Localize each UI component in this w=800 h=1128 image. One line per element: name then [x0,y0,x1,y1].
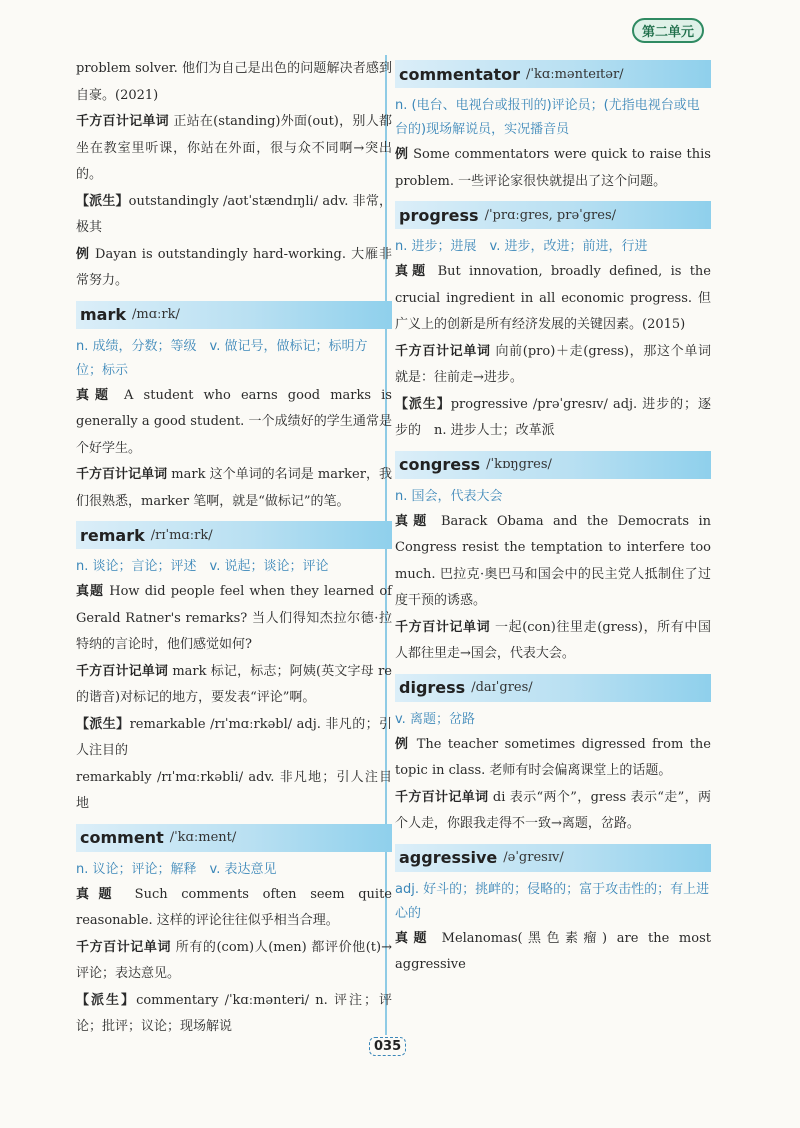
real-exam [395,509,711,615]
entry-header-aggressive [395,844,711,872]
memory-label: 千方百计记单词 [76,114,169,129]
headword: progress [399,205,479,225]
phonetic: /ˈkɑːment/ [169,830,237,845]
entry-header-comment [76,824,392,852]
example [395,732,711,785]
derivative-text: remarkable /rɪˈmɑːrkəbl/ adj. 非凡的；引人注目的 [76,716,392,758]
example-label: 例 [395,147,409,162]
real-exam-label: 真题 [76,387,114,403]
example-text: Dayan is outstandingly hard-working. 大雁非常努力。 [76,246,392,288]
real-exam [76,579,392,659]
real-exam-label: 真题 [395,264,430,279]
real-exam-label: 真题 [395,513,432,529]
real-exam-text: Such comments often seem quite reasonable. 这样的评论往往似乎相当合理。 [76,886,392,928]
example [76,242,392,295]
page-number: 035 [369,1037,406,1056]
phonetic: /rɪˈmɑːrk/ [150,527,213,543]
memory-label: 千方百计记单词 [395,619,491,635]
part-of-speech: v. 离题；岔路 [395,711,475,727]
memory-text: mark 标记，标志；阿姨(英文字母 re 的谐音)对标记的地方，要发表“评论”啊。 [76,663,392,705]
real-exam-label: 真题 [76,886,122,902]
phonetic: /daɪˈgres/ [471,680,533,695]
real-exam-text: A student who earns good marks is generally a good student. 一个成绩好的学生通常是个好学生。 [76,387,392,456]
real-exam [76,882,392,935]
example-text: The teacher sometimes digressed from the topic in class. 老师有时会偏离课堂上的话题。 [395,736,711,778]
real-exam-text: Barack Obama and the Democrats in Congress resist the temptation to interfere too much. 巴拉克·奥巴马和国会中的民主党人抵制住了过度干预的诱惑。 [395,513,711,608]
real-exam [76,383,392,463]
derivative-text: outstandingly /aʊtˈstændɪŋli/ adv. 非常，极其 [76,193,392,235]
right-column [395,56,711,979]
derivative [76,189,392,242]
derivative-label: 【派生】 [76,193,129,209]
derivative-text: commentary /ˈkɑːmənteri/ n. 评注；评论；批评；议论；现场解说 [76,992,392,1034]
memory-label: 千方百计记单词 [395,789,489,805]
entry-header-digress [395,674,711,702]
part-of-speech: n. 进步；进展 v. 进步，改进；前进，行进 [395,239,648,254]
memory-text: 所有的(com)人(men) 都评价他(t)→评论；表达意见。 [76,939,392,981]
headword: mark [80,305,126,324]
part-of-speech: n. 议论；评论；解释 v. 表达意见 [76,861,277,877]
part-of-speech: adj. 好斗的；挑衅的；侵略的；富于攻击性的；有上进心的 [395,881,710,921]
memory-label: 千方百计记单词 [76,939,172,955]
memory-tip [76,659,392,712]
real-exam-label: 真题 [76,584,105,599]
derivative [76,712,392,765]
entry-header-progress [395,201,711,229]
memory-tip [395,615,711,668]
real-exam [395,259,711,339]
entry-header-congress [395,451,711,479]
memory-text: 正站在(standing)外面(out)，别人都坐在教室里听课，你站在外面，很与众不同啊→突出的。 [76,114,392,182]
part-of-speech: n. 国会，代表大会 [395,488,503,504]
real-exam-text: Melanomas(黑色素瘤) are the most aggressive [395,930,711,972]
derivative-text: progressive /prəˈgresɪv/ adj. 进步的；逐步的 n. 进步人士；改革派 [395,396,711,438]
derivative-label: 【派生】 [395,396,451,412]
memory-text: 向前(pro)＋走(gress)，那这个单词就是：往前走→进步。 [395,343,711,385]
example-text: Some commentators were quick to raise this problem. 一些评论家很快就提出了这个问题。 [395,147,711,189]
entry-header-mark [76,301,392,329]
memory-text: di 表示“两个”，gress 表示“走”，两个人走，你跟我走得不一致→离题，岔路。 [395,789,711,831]
headword: digress [399,678,466,697]
real-exam-text: How did people feel when they learned of Gerald Ratner's remarks? 当人们得知杰拉尔德·拉特纳的言论时，他们感觉如何? [76,584,392,652]
unit-tab: 第二单元 [632,18,704,43]
entry-header-remark [76,521,392,549]
headword: congress [399,455,481,474]
derivative-label: 【派生】 [76,992,137,1008]
headword: commentator [399,64,521,84]
memory-tip [395,339,711,392]
memory-label: 千方百计记单词 [76,467,168,482]
example-label: 例 [76,246,90,262]
memory-label: 千方百计记单词 [76,663,169,679]
phonetic: /mɑːrk/ [132,307,180,322]
memory-tip [76,935,392,988]
derivative [76,988,392,1041]
real-exam-label: 真题 [395,930,432,946]
example-label: 例 [395,736,411,752]
real-exam-text: But innovation, broadly defined, is the crucial ingredient in all economic progress. 但广义上的创新是所有经济发展的关键因素。(2015) [395,264,711,332]
intro-text: problem solver. 他们为自己是出色的问题解决者感到自豪。(2021) [76,61,392,103]
entry-header-commentator [395,60,711,88]
real-exam [395,926,711,979]
memory-text: 一起(con)往里走(gress)，所有中国人都往里走→国会，代表大会。 [395,619,711,661]
part-of-speech: n. 成绩，分数；等级 v. 做记号，做标记；标明方位；标示 [76,338,368,378]
left-column [76,56,392,1041]
memory-tip [76,109,392,189]
example [395,142,711,195]
phonetic: /əˈgresɪv/ [503,850,564,865]
derivative-2: remarkably /rɪˈmɑːrkəbli/ adv. 非凡地；引人注目地 [76,769,392,811]
part-of-speech: n. (电台、电视台或报刊的)评论员；(尤指电视台或电台的)现场解说员，实况播音员 [395,98,700,137]
part-of-speech: n. 谈论；言论；评述 v. 说起；谈论；评论 [76,559,329,574]
phonetic: /ˈkɑːmənteɪtər/ [526,66,624,82]
phonetic: /ˈkɒŋgres/ [486,457,552,472]
memory-text: mark 这个单词的名词是 marker，我们很熟悉，marker 笔啊，就是“做标记”的笔。 [76,467,392,509]
phonetic: /ˈprɑːgres, prəˈgres/ [484,207,617,223]
memory-label: 千方百计记单词 [395,343,491,359]
headword: aggressive [399,848,498,867]
memory-tip [395,785,711,838]
derivative [395,392,711,445]
derivative-label: 【派生】 [76,716,130,732]
memory-tip [76,462,392,515]
headword: remark [80,525,145,545]
headword: comment [80,828,164,847]
